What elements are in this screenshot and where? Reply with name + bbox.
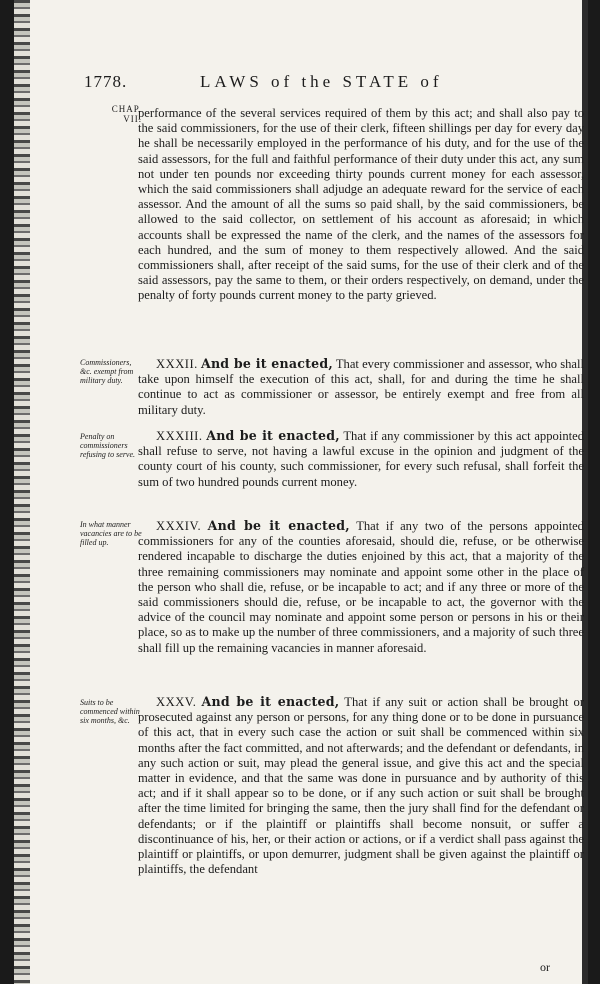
section-paragraph xyxy=(138,428,584,490)
catchword: or xyxy=(540,960,550,974)
page-binding xyxy=(14,0,30,984)
section-xxxv xyxy=(138,694,584,877)
margin-note-xxxii: Commissioners, &c. exempt from military duty. xyxy=(80,358,134,385)
margin-note-xxxiv: In what manner vacancies are to be filled up. xyxy=(80,520,142,547)
section-text: That if any two of the persons appointed commissioners for any of the counties aforesaid, should die, refuse, or be otherwise rendered incapable to discharge the duties enjoined by this act, that a majority of the three remaining commissioners may nominate and appoint some other in the place of the person who shall die, refuse, or be incapable to act; and if any three or more of the said commissioners should die, refuse, or be incapable to act, the governor with the advice of the council may nominate and appoint some person or persons in his or their place, so as to make up the number of three commissioners, and a majority of such three shall fill up the remaining vacancies in manner aforesaid. xyxy=(138,519,584,655)
section-number: XXXIV. xyxy=(156,519,202,533)
enacting-clause: And be it enacted, xyxy=(200,356,333,371)
section-text: That if any suit or action shall be brought or prosecuted against any person or persons, for any thing done or to be done in pursuance of this act, that in every such case the action or suit shall be commenced within six months after the fact committed, and not afterwards; and the defendant or defendants, in any such action or suit, may plead the general issue, and give this act and the special matter in evidence, and that the same was done in pursuance and by authority of this act; and if it shall appear so to be done, or if any such action or suit shall be brought after the time limited for bringing the same, then the jury shall find for the defendant or defendants; or if the plaintiff or plaintiffs shall become nonsuit, or suffer a discontinuance of his, her, or their action or actions, or if a verdict shall pass against the plaintiff or plaintiffs, or upon demurrer, judgment shall be given against the plaintiff or plaintiffs, the defendant xyxy=(138,695,585,877)
section-number: XXXV. xyxy=(156,695,197,709)
continuation-paragraph xyxy=(138,106,584,304)
section-paragraph xyxy=(138,694,584,877)
chapter-label: CHAP. VII. xyxy=(111,104,142,124)
running-header xyxy=(14,52,588,92)
continuation-text: performance of the several services required of them by this act; and shall also pay to the said commissioners, for the use of their clerk, fifteen shillings per day for every day he shall be necessarily employed in the performance of his duty, and for the use of the said assessors, for the full and faithful performance of their duty under this act, any sum not under ten pounds nor exceeding thirty pounds current money for each assessor, which the said commissioners shall adjudge an adequate reward for the service of each assessor. And the amount of all the sums so paid shall, by the said commissioners, be allowed to the said collector, on settlement of his account as aforesaid; in which accounts shall be expressed the name of the clerk, and the names of the assessors for each hundred, and the sum of money to them respectively allowed. And the said commissioners shall, after receipt of the said sums, for the use of their clerk and of the said assessors, pay the same to them, or their orders respectively, on demand, under the penalty of forty pounds current money to the party grieved. xyxy=(138,106,584,303)
section-text: That every commissioner and assessor, who shall take upon himself the execution of this act, shall, for and during the time he shall continue to act as commissioner or assessor, be entirely exempt and free from all military duty. xyxy=(138,357,585,417)
enacting-clause: And be it enacted, xyxy=(207,518,350,533)
section-number: XXXIII. xyxy=(156,429,203,443)
section-xxxiii xyxy=(138,428,584,490)
section-xxxii xyxy=(138,356,584,418)
section-paragraph xyxy=(138,518,584,656)
section-text: That if any commissioner by this act appointed shall refuse to serve, not having a lawful excuse in the opinion and judgment of the county court of his county, such commissioner, for every such refusal, shall forfeit the sum of two hundred pounds current money. xyxy=(138,429,585,489)
book-page xyxy=(14,0,588,984)
section-paragraph xyxy=(138,356,584,418)
margin-note-xxxv: Suits to be commenced within six months, &c. xyxy=(80,698,140,725)
enacting-clause: And be it enacted, xyxy=(206,428,340,443)
section-number: XXXII. xyxy=(156,357,198,371)
enacting-clause: And be it enacted, xyxy=(201,694,340,709)
margin-note-xxxiii: Penalty on commissioners refusing to serve. xyxy=(80,432,136,459)
running-title: LAWS of the STATE of xyxy=(200,72,443,91)
section-xxxiv xyxy=(138,518,584,656)
page-year: 1778. xyxy=(84,72,128,91)
